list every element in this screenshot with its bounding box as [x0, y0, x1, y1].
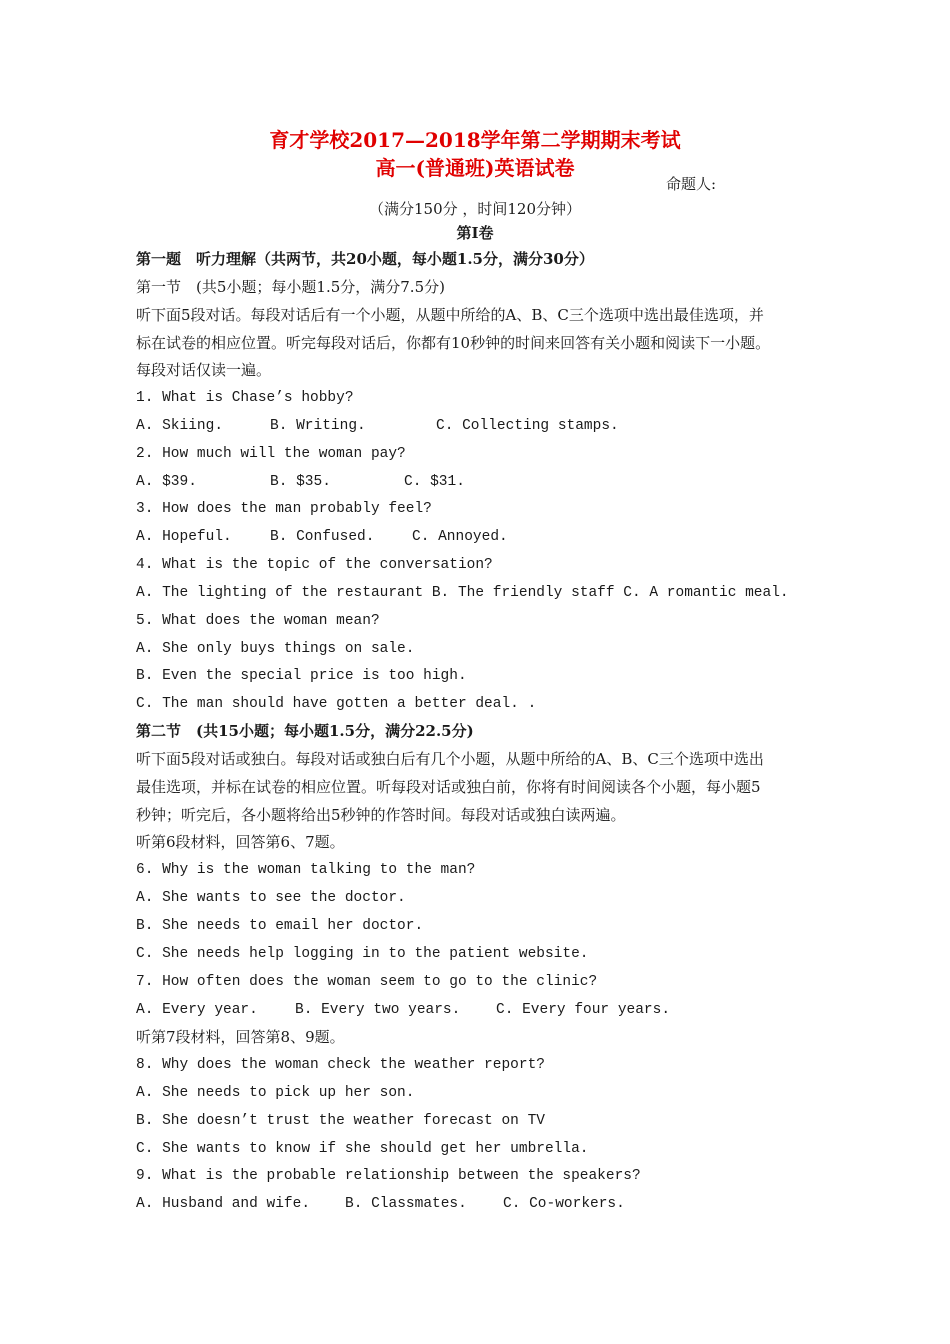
question-7: 7. How often does the woman seem to go to the clinic?: [136, 974, 598, 990]
question-6: 6. Why is the woman talking to the man?: [136, 862, 476, 878]
question-5: 5. What does the woman mean?: [136, 613, 380, 629]
question-2: 2. How much will the woman pay?: [136, 446, 406, 462]
option-c: C. She needs help logging in to the patient website.: [136, 946, 589, 962]
exam-title: 育才学校2017—2018学年第二学期期末考试: [269, 128, 681, 152]
option-b: B. She doesn’t trust the weather forecast on TV: [136, 1113, 545, 1129]
options-4: A. The lighting of the restaurant B. The friendly staff C. A romantic meal.: [136, 585, 789, 601]
section1-instruction: 听下面5段对话。每段对话后有一个小题，从题中所给的A、B、C三个选项中选出最佳选项，并: [136, 306, 764, 324]
material-6-heading: 听第6段材料，回答第6、7题。: [136, 833, 345, 851]
material-7-heading: 听第7段材料，回答第8、9题。: [136, 1028, 345, 1046]
volume-title: 第Ⅰ卷: [456, 224, 494, 242]
option-b: B. She needs to email her doctor.: [136, 918, 424, 934]
author-label: 命题人:: [666, 175, 717, 193]
options-7: [136, 1000, 670, 1020]
option-a: A. She needs to pick up her son.: [136, 1085, 415, 1101]
section2-instruction: 听下面5段对话或独白。每段对话或独白后有几个小题，从题中所给的A、B、C三个选项中选出: [136, 750, 764, 768]
section2-heading: 第二节 (共15小题；每小题1.5分，满分22.5分): [136, 722, 474, 740]
options-1: [136, 416, 619, 436]
option-c: C. Every four years.: [496, 1002, 671, 1018]
option-b: B. Classmates.: [345, 1196, 467, 1212]
section1-instruction: 标在试卷的相应位置。听完每段对话后，你都有10秒钟的时间来回答有关小题和阅读下一小题。: [136, 334, 771, 352]
option-c: C. The man should have gotten a better deal. .: [136, 696, 537, 712]
option-b: B. Confused.: [270, 529, 375, 545]
option-a: A. Husband and wife.: [136, 1196, 311, 1212]
option-a: A. Hopeful.: [136, 529, 232, 545]
option-c: C. $31.: [404, 474, 465, 490]
option-b: B. Writing.: [270, 418, 366, 434]
option-c: C. Co-workers.: [503, 1196, 625, 1212]
exam-subtitle: 高一(普通班)英语试卷: [375, 156, 575, 180]
score-time: （满分150分 ，时间120分钟）: [368, 200, 582, 218]
part1-heading: 第一题 听力理解（共两节，共20小题，每小题1.5分，满分30分）: [136, 250, 594, 268]
option-a: A. Skiing.: [136, 418, 224, 434]
option-a: A. She only buys things on sale.: [136, 641, 415, 657]
option-b: B. $35.: [270, 474, 331, 490]
option-a: A. $39.: [136, 474, 197, 490]
option-c: C. She wants to know if she should get her umbrella.: [136, 1141, 589, 1157]
option-a: A. Every year.: [136, 1002, 258, 1018]
question-1: 1. What is Chase’s hobby?: [136, 390, 354, 406]
question-3: 3. How does the man probably feel?: [136, 501, 432, 517]
options-2: [136, 472, 465, 492]
options-9: [136, 1194, 625, 1214]
option-c: C. Annoyed.: [412, 529, 508, 545]
option-b: B. Even the special price is too high.: [136, 668, 467, 684]
question-4: 4. What is the topic of the conversation?: [136, 557, 493, 573]
option-b: B. Every two years.: [295, 1002, 461, 1018]
section2-instruction: 最佳选项，并标在试卷的相应位置。听每段对话或独白前，你将有时间阅读各个小题，每小题5: [136, 778, 761, 796]
section1-heading: 第一节 (共5小题；每小题1.5分，满分7.5分): [136, 278, 445, 296]
option-a: A. She wants to see the doctor.: [136, 890, 406, 906]
options-3: [136, 527, 508, 547]
question-9: 9. What is the probable relationship between the speakers?: [136, 1168, 641, 1184]
section2-instruction: 秒钟；听完后，各小题将给出5秒钟的作答时间。每段对话或独白读两遍。: [136, 806, 626, 824]
section1-instruction: 每段对话仅读一遍。: [136, 361, 272, 379]
question-8: 8. Why does the woman check the weather report?: [136, 1057, 545, 1073]
option-c: C. Collecting stamps.: [436, 418, 619, 434]
